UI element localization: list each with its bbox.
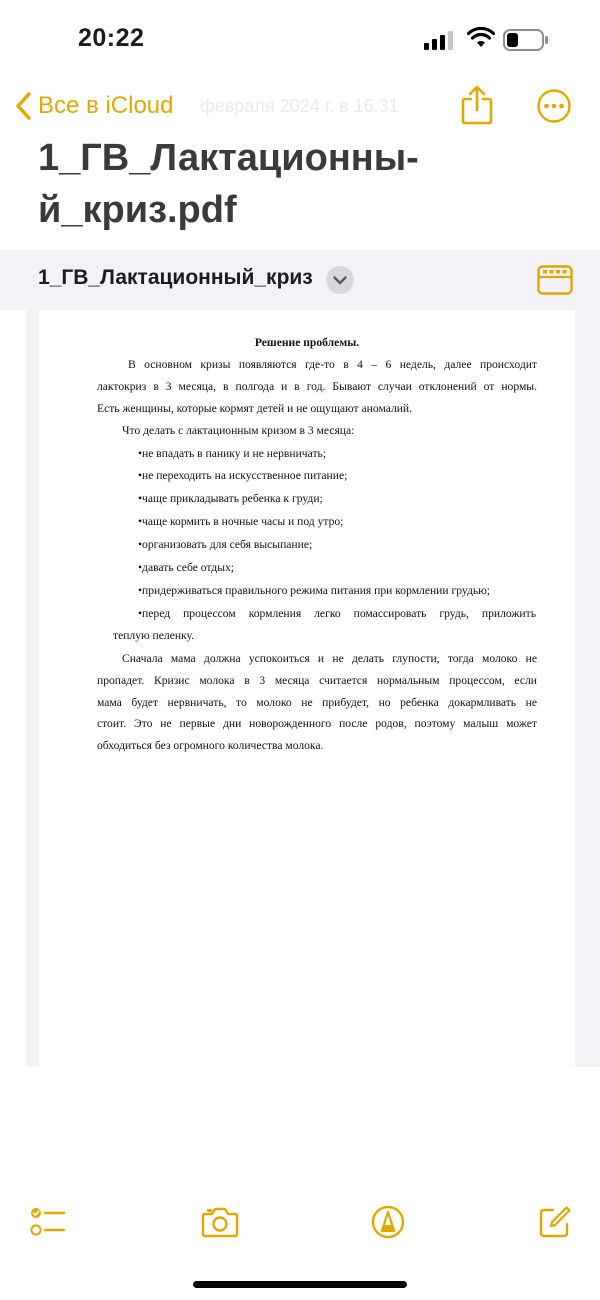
home-indicator[interactable] [193, 1281, 407, 1288]
pdf-bullet: •давать себе отдых; [138, 561, 235, 574]
pdf-bullet: •перед процессом кормления легко помассировать грудь, приложить [138, 607, 536, 620]
pdf-text-line: Есть женщины, которые кормят детей и не ощущают аномалий. [97, 402, 413, 415]
markup-icon[interactable] [371, 1205, 405, 1239]
pdf-text-line: Сначала мама должна успокоиться и не делать глупости, тогда молоко не [122, 652, 537, 665]
wifi-icon [467, 27, 495, 49]
status-time: 20:22 [78, 24, 145, 52]
pdf-text-line: пропадет. Кризис молока в 3 месяца считается нормальным процессом, если [97, 674, 537, 687]
pdf-bullet: •чаще прикладывать ребенка к груди; [138, 492, 323, 505]
edited-date: февраля 2024 г. в 16:31 [200, 96, 399, 116]
pdf-bullet: •не впадать в панику и не нервничать; [138, 447, 327, 460]
pdf-bullet: •чаще кормить в ночные часы и под утро; [138, 515, 344, 528]
pdf-text-line: лактокриз в 3 месяца, в полгода и в год. Бывают случаи отклонений от нормы. [97, 380, 537, 393]
chevron-left-icon [14, 91, 32, 121]
checklist-icon[interactable] [30, 1206, 66, 1238]
chevron-down-icon [326, 266, 354, 294]
pdf-heading: Решение проблемы. [254, 336, 360, 349]
previous-page[interactable] [0, 310, 26, 1067]
pdf-text-line: мама будет нервничать, то молоко не прибудет, но ребенка докармливать не [97, 696, 537, 709]
pdf-text-line: стоит. Это не первые дни новорожденного после родов, поэтому малыш может [97, 717, 537, 730]
pdf-bullet: •не переходить на искусственное питание; [138, 469, 348, 482]
attachment-menu-button[interactable] [326, 266, 354, 294]
pdf-bullet: •придерживаться правильного режима питания при кормлении грудью; [138, 584, 491, 597]
pdf-text-line: В основном кризы появляются где-то в 4 – 6 недель, далее происходит [128, 358, 537, 371]
more-icon[interactable] [536, 88, 572, 124]
pdf-bullet: •организовать для себя высыпание; [138, 538, 313, 551]
camera-icon[interactable] [201, 1206, 239, 1238]
cellular-signal-icon [424, 30, 454, 50]
pdf-text-line: обходиться без огромного количества молока. [97, 739, 324, 752]
back-label: Все в iCloud [38, 92, 174, 119]
note-title-line-2: й_криз.pdf [38, 189, 237, 231]
share-icon[interactable] [460, 84, 494, 126]
layout-icon[interactable] [537, 265, 573, 295]
attachment-name[interactable]: 1_ГВ_Лактационный_криз [38, 266, 313, 289]
pdf-text-line: Что делать с лактационным кризом в 3 месяца: [122, 424, 355, 437]
compose-icon[interactable] [538, 1205, 572, 1239]
note-title-line-1: 1_ГВ_Лактационны- [38, 137, 419, 179]
pdf-text-line: теплую пеленку. [113, 629, 195, 642]
note-title[interactable] [38, 132, 578, 236]
back-button[interactable] [14, 88, 173, 124]
battery-icon [503, 29, 549, 51]
